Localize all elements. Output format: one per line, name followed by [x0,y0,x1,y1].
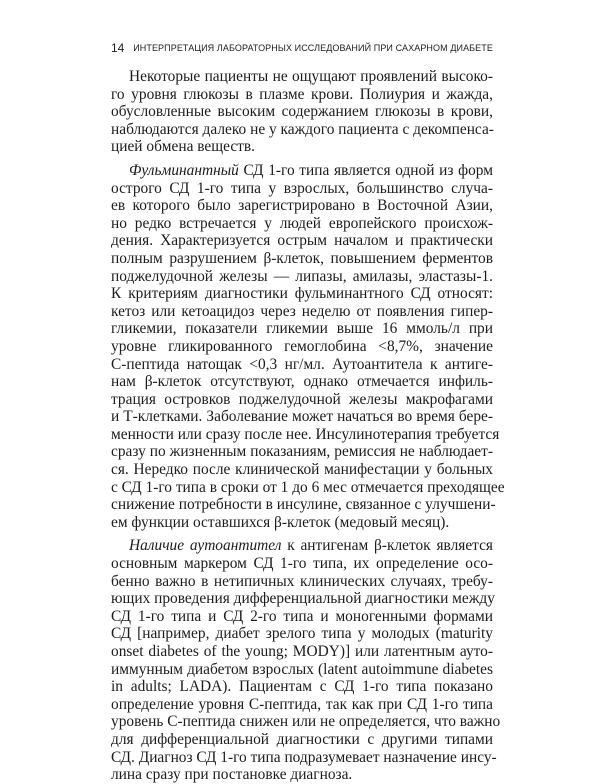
text-line: трация островков поджелудочной железы макрофагами [111,390,493,408]
text-line: наблюдаются далеко не у каждого пациента с декомпенса- [111,120,494,138]
text-line: гликемии, показатели гликемии выше 16 ммоль/л при [111,320,493,338]
italic-term: Фульминантный [129,161,239,179]
text-line: менности или сразу после нее. Инсулинотерапия требуется [111,425,500,443]
text-line: К критериям диагностики фульминантного СД относят: [111,285,493,303]
text-line: острого СД 1-го типа у взрослых, большинство случа- [111,179,493,197]
text-line: и Т-клетками. Заболевание может начаться во время бере- [111,408,493,426]
page-header [111,40,493,56]
page-number: 14 [111,41,125,55]
paragraph [111,68,493,156]
text-line [111,537,493,555]
text-line: in adults; LADA). Пациентам с СД 1-го типа показано [111,678,493,696]
text-line: основным маркером СД 1-го типа, их определение осо- [111,555,493,573]
text-line: С-пептида натощак <0,3 нг/мл. Аутоантитела к антиге- [111,355,493,373]
text-line: дения. Характеризуется острым началом и практически [111,232,493,250]
paragraph [111,161,505,531]
text-line: цией обмена веществ. [111,138,255,156]
text-line: обусловленные высоким содержанием глюкозы в крови, [111,103,493,121]
text-line: сразу по жизненным показаниям, ремиссия не наблюдает- [111,443,493,461]
text-line: СД. Диагноз СД 1-го типа подразумевает назначение инсу- [111,748,497,766]
text-line: бенно важно в нетипичных клинических случаях, требу- [111,572,493,590]
text-line: полным разрушением β-клеток, повышением ферментов [111,249,493,267]
text-line: поджелудочной железы — липазы, амилазы, эластазы-1. [111,267,493,285]
text-line: нам β-клеток отсутствуют, однако отмечается инфиль- [111,373,493,391]
text-line: снижение потребности в инсулине, связанное с улучшени- [111,496,496,514]
text-line: ся. Нередко после клинической манифестации у больных [111,461,493,479]
text-line: ев которого было зарегистрировано в Восточной Азии, [111,197,493,215]
text-line: onset diabetes of the young; MODY)] или латентным ауто- [111,643,493,660]
paragraph [111,537,501,784]
text-line: лина сразу при постановке диагноза. [111,766,353,784]
text-line: для дифференциальной диагностики с другими типами [111,730,493,748]
text-line: Некоторые пациенты не ощущают проявлений высоко- [129,68,493,85]
text-line: ющих проведения дифференциальной диагностики между [111,590,495,608]
body-text [111,68,505,784]
text-line: но редко встречается у людей европейского происхож- [111,214,493,232]
running-head: ИНТЕРПРЕТАЦИЯ ЛАБОРАТОРНЫХ ИССЛЕДОВАНИЙ ПРИ САХАРНОМ ДИАБЕТЕ [133,43,493,53]
text-line: СД 1-го типа и СД 2-го типа и моногенными формами [111,607,493,625]
line-text: к антигенам β-клеток является [281,537,494,555]
text-line: уровень С-пептида снижен или не определяется, что важно [111,713,501,731]
text-line: го уровня глюкозы в плазме крови. Полиурия и жажда, [111,85,493,103]
text-line: определение уровня С-пептида, так как при СД 1-го типа [111,695,493,713]
text-line: СД [например, диабет зрелого типа у молодых (maturity [111,625,493,643]
text-line [111,162,493,180]
text-line: кетоз или кетоацидоз через неделю от появления гипер- [111,302,493,320]
text-line: уровне гликированного гемоглобина <8,7%, значение [111,337,493,355]
text-line: ем функции оставшихся β-клеток (медовый месяц). [111,513,450,531]
italic-term: Наличие аутоантител [129,537,282,555]
text-line: с СД 1-го типа в сроки от 1 до 6 мес отмечается преходящее [111,478,505,496]
line-text: СД 1-го типа является одной из форм [238,161,493,179]
text-line: иммунным диабетом взрослых (latent autoimmune diabetes [111,660,493,678]
